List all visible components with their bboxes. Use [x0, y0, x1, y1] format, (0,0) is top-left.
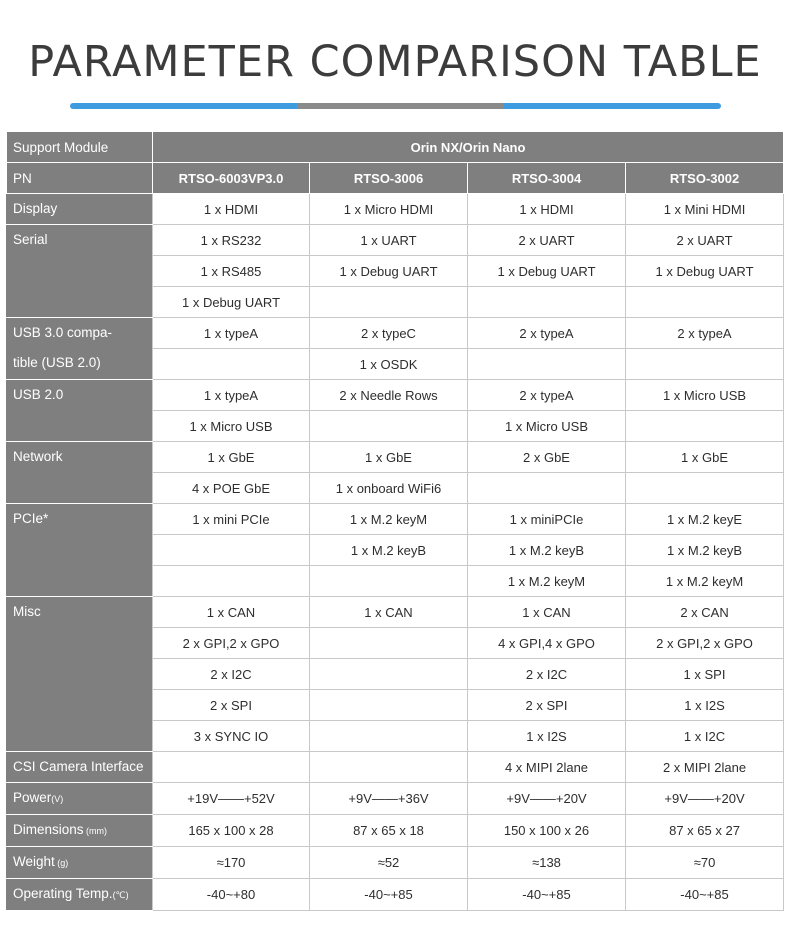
- row-label-name: Dimensions: [13, 822, 84, 837]
- row-label-usb-3-0-compa: [7, 318, 153, 380]
- row-label-name: USB 3.0 compa-: [13, 325, 113, 340]
- table-cell: 2 x GbE: [468, 442, 626, 473]
- table-row: [7, 442, 784, 473]
- table-cell: 1 x M.2 keyM: [468, 566, 626, 597]
- row-label-text: [13, 752, 152, 782]
- row-label-name: Misc: [13, 604, 41, 619]
- table-cell: 1 x RS485: [153, 256, 310, 287]
- model-name: RTSO-6003VP3.0: [153, 163, 310, 194]
- table-cell: 1 x UART: [310, 225, 468, 256]
- table-cell: [310, 628, 468, 659]
- table-cell: 1 x I2S: [468, 721, 626, 752]
- table-cell: 4 x POE GbE: [153, 473, 310, 504]
- row-label-text: [13, 504, 152, 534]
- table-cell: 1 x SPI: [626, 659, 784, 690]
- row-label-name: USB 2.0: [13, 387, 64, 402]
- row-label-text: [13, 318, 152, 348]
- table-row: [7, 847, 784, 879]
- row-label-display: [7, 194, 153, 225]
- row-label-unit: (℃): [112, 890, 129, 900]
- table-cell: 1 x OSDK: [310, 349, 468, 380]
- row-label-network: [7, 442, 153, 504]
- row-label-text: [13, 847, 152, 878]
- table-cell: 1 x M.2 keyB: [468, 535, 626, 566]
- row-label-text: [13, 380, 152, 410]
- table-cell: 1 x Debug UART: [153, 287, 310, 318]
- row-label-unit: (mm): [83, 826, 108, 836]
- table-row: [7, 194, 784, 225]
- table-cell: 2 x typeA: [468, 380, 626, 411]
- table-row: [7, 225, 784, 256]
- row-label-serial: [7, 225, 153, 318]
- pn-row: [7, 163, 784, 194]
- table-row: [7, 380, 784, 411]
- row-label-name: Serial: [13, 232, 48, 247]
- parameter-comparison-table: [6, 131, 784, 911]
- table-cell: 1 x Mini HDMI: [626, 194, 784, 225]
- table-cell: 2 x GPI,2 x GPO: [153, 628, 310, 659]
- table-cell: 2 x typeA: [468, 318, 626, 349]
- table-row: [7, 597, 784, 628]
- title-underline-left: [70, 103, 297, 109]
- row-label-unit: (V): [51, 794, 64, 804]
- table-cell: 1 x miniPCIe: [468, 504, 626, 535]
- table-cell: 1 x typeA: [153, 380, 310, 411]
- table-cell: 1 x Micro USB: [153, 411, 310, 442]
- row-label-text: [13, 194, 152, 224]
- table-cell: ≈138: [468, 847, 626, 879]
- table-cell: 150 x 100 x 26: [468, 815, 626, 847]
- table-cell: 1 x CAN: [153, 597, 310, 628]
- table-cell: 2 x SPI: [153, 690, 310, 721]
- row-label-name: Display: [13, 201, 58, 216]
- table-cell: [626, 287, 784, 318]
- table-cell: 87 x 65 x 27: [626, 815, 784, 847]
- table-cell: 1 x I2C: [626, 721, 784, 752]
- table-cell: [310, 690, 468, 721]
- table-cell: ≈170: [153, 847, 310, 879]
- table-cell: ≈70: [626, 847, 784, 879]
- table-cell: 1 x Micro USB: [626, 380, 784, 411]
- table-cell: -40~+85: [626, 879, 784, 911]
- table-cell: [626, 411, 784, 442]
- support-module-label: Support Module: [7, 132, 153, 163]
- table-cell: 87 x 65 x 18: [310, 815, 468, 847]
- row-label-text: [13, 879, 152, 910]
- row-label-text: [13, 442, 152, 472]
- table-cell: [468, 349, 626, 380]
- table-cell: 4 x GPI,4 x GPO: [468, 628, 626, 659]
- row-label-name: PCIe*: [13, 511, 49, 526]
- row-label-name: Network: [13, 449, 63, 464]
- table-cell: [468, 473, 626, 504]
- table-cell: 2 x typeC: [310, 318, 468, 349]
- row-label-unit: (g): [54, 858, 69, 868]
- table-cell: 2 x Needle Rows: [310, 380, 468, 411]
- row-label-text: [13, 597, 152, 627]
- table-cell: [310, 411, 468, 442]
- table-row: [7, 752, 784, 783]
- table-cell: 2 x typeA: [626, 318, 784, 349]
- table-cell: [626, 473, 784, 504]
- table-row: [7, 504, 784, 535]
- model-name: RTSO-3004: [468, 163, 626, 194]
- table-cell: 1 x HDMI: [153, 194, 310, 225]
- table-cell: [468, 287, 626, 318]
- table-cell: [310, 721, 468, 752]
- table-cell: 2 x MIPI 2lane: [626, 752, 784, 783]
- table-cell: [153, 535, 310, 566]
- table-cell: [626, 349, 784, 380]
- row-label-name: CSI Camera Interface: [13, 759, 144, 774]
- title-underline-right: [504, 103, 721, 109]
- support-module-value: Orin NX/Orin Nano: [153, 132, 784, 163]
- table-cell: 1 x M.2 keyB: [626, 535, 784, 566]
- table-cell: +19V——+52V: [153, 783, 310, 815]
- table-cell: -40~+85: [310, 879, 468, 911]
- table-cell: 1 x Micro USB: [468, 411, 626, 442]
- table-cell: 165 x 100 x 28: [153, 815, 310, 847]
- table-cell: 1 x M.2 keyM: [626, 566, 784, 597]
- table-cell: +9V——+20V: [468, 783, 626, 815]
- table-cell: ≈52: [310, 847, 468, 879]
- title-underline-middle: [297, 103, 504, 109]
- table-cell: 2 x I2C: [153, 659, 310, 690]
- table-cell: [310, 566, 468, 597]
- table-cell: 1 x GbE: [310, 442, 468, 473]
- pn-label: PN: [7, 163, 153, 194]
- row-label-text-line2: tible (USB 2.0): [13, 355, 101, 370]
- table-cell: 1 x Micro HDMI: [310, 194, 468, 225]
- row-label-text: [13, 815, 152, 846]
- table-cell: 1 x CAN: [468, 597, 626, 628]
- model-name: RTSO-3002: [626, 163, 784, 194]
- table-cell: 1 x M.2 keyM: [310, 504, 468, 535]
- table-row: [7, 815, 784, 847]
- table-cell: 1 x GbE: [626, 442, 784, 473]
- row-label-text: [13, 225, 152, 255]
- table-cell: 2 x I2C: [468, 659, 626, 690]
- row-label-power: [7, 783, 153, 815]
- row-label-dimensions: [7, 815, 153, 847]
- table-cell: -40~+85: [468, 879, 626, 911]
- table-cell: 1 x HDMI: [468, 194, 626, 225]
- table-cell: 2 x CAN: [626, 597, 784, 628]
- page-title: PARAMETER COMPARISON TABLE: [28, 37, 762, 87]
- table-row: [7, 783, 784, 815]
- table-cell: 1 x RS232: [153, 225, 310, 256]
- table-cell: 1 x typeA: [153, 318, 310, 349]
- table-cell: [153, 349, 310, 380]
- table-cell: 2 x UART: [626, 225, 784, 256]
- row-label-text: [13, 783, 152, 814]
- table-cell: 1 x CAN: [310, 597, 468, 628]
- table-cell: [153, 566, 310, 597]
- row-label-name: Weight: [13, 854, 55, 869]
- table-cell: 2 x UART: [468, 225, 626, 256]
- table-cell: [310, 659, 468, 690]
- table-cell: [310, 287, 468, 318]
- row-label-usb-2-0: [7, 380, 153, 442]
- table-cell: 1 x GbE: [153, 442, 310, 473]
- support-module-row: [7, 132, 784, 163]
- table-cell: 1 x onboard WiFi6: [310, 473, 468, 504]
- table-cell: 1 x Debug UART: [626, 256, 784, 287]
- row-label-name: Operating Temp.: [13, 886, 113, 901]
- model-name: RTSO-3006: [310, 163, 468, 194]
- table-cell: 3 x SYNC IO: [153, 721, 310, 752]
- table-cell: 1 x I2S: [626, 690, 784, 721]
- table-cell: 2 x GPI,2 x GPO: [626, 628, 784, 659]
- row-label-csi-camera-interface: [7, 752, 153, 783]
- table-cell: [153, 752, 310, 783]
- table-cell: 1 x M.2 keyB: [310, 535, 468, 566]
- table-cell: 1 x M.2 keyE: [626, 504, 784, 535]
- table-cell: +9V——+20V: [626, 783, 784, 815]
- table-cell: +9V——+36V: [310, 783, 468, 815]
- table-cell: [310, 752, 468, 783]
- table-cell: 1 x Debug UART: [468, 256, 626, 287]
- table-row: [7, 318, 784, 349]
- row-label-misc: [7, 597, 153, 752]
- row-label-operating-temp: [7, 879, 153, 911]
- table-cell: 2 x SPI: [468, 690, 626, 721]
- table-cell: 1 x mini PCIe: [153, 504, 310, 535]
- table-row: [7, 879, 784, 911]
- table-cell: 4 x MIPI 2lane: [468, 752, 626, 783]
- row-label-weight: [7, 847, 153, 879]
- row-label-name: Power: [13, 790, 52, 805]
- table-cell: -40~+80: [153, 879, 310, 911]
- row-label-pcie: [7, 504, 153, 597]
- table-cell: 1 x Debug UART: [310, 256, 468, 287]
